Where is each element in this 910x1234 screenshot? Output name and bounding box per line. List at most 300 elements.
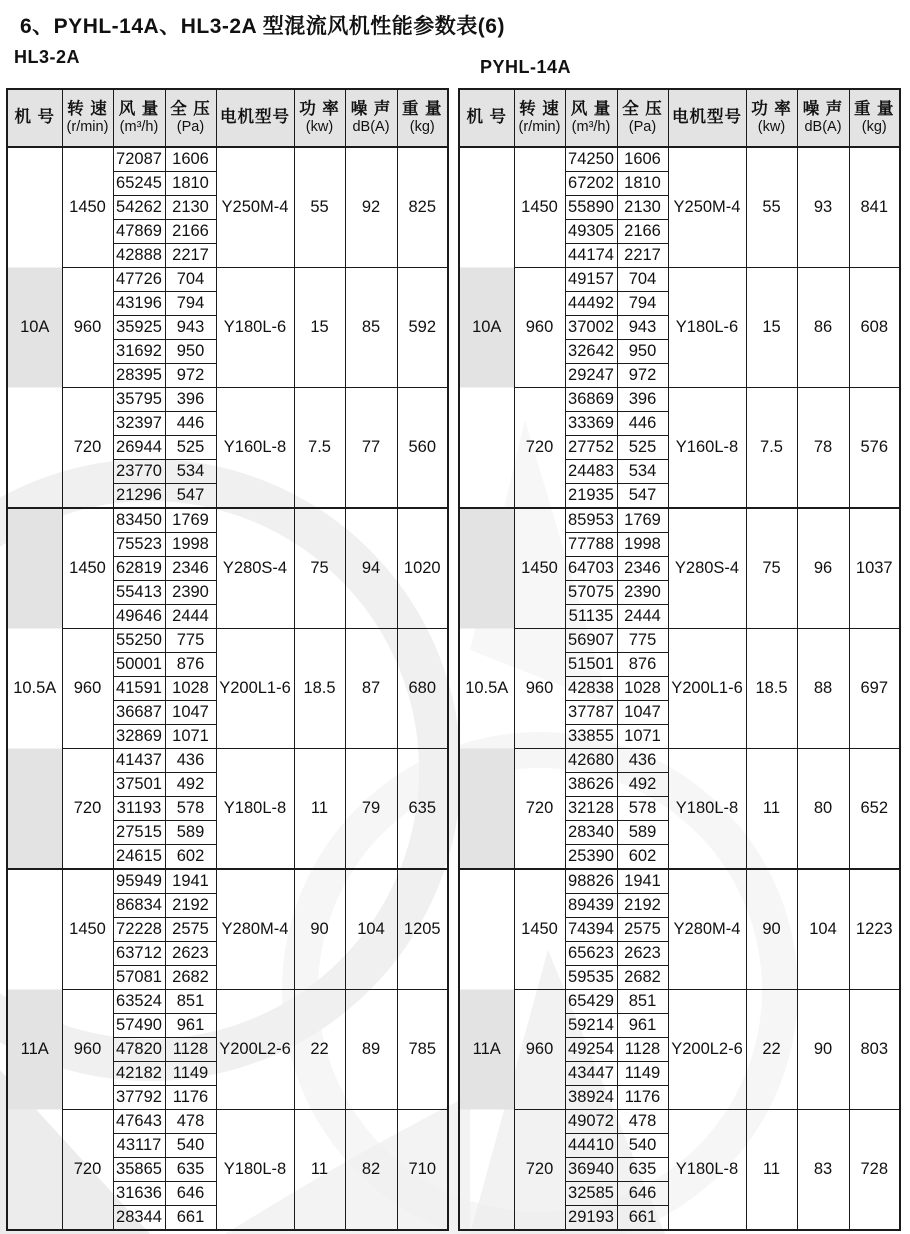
flow-cell: 55890	[565, 196, 617, 220]
header-line1: 重 量	[401, 99, 443, 118]
motor-cell: Y200L1-6	[668, 629, 746, 749]
pressure-cell: 1128	[617, 1038, 668, 1062]
flow-cell: 42680	[565, 749, 617, 773]
rpm-cell: 960	[62, 268, 113, 388]
flow-cell: 25390	[565, 845, 617, 870]
header-cell	[514, 89, 565, 147]
rpm-cell: 960	[514, 629, 565, 749]
header-line1: 机 号	[14, 108, 56, 127]
pressure-cell: 446	[165, 412, 216, 436]
header-cell	[294, 89, 345, 147]
pressure-cell: 2575	[165, 918, 216, 942]
size-cell: 11A	[459, 869, 514, 1230]
flow-cell: 47869	[113, 220, 165, 244]
power-cell: 11	[294, 1110, 345, 1231]
flow-cell: 42182	[113, 1062, 165, 1086]
table-label-pyhl-14a: PYHL-14A	[480, 57, 572, 77]
pressure-cell: 540	[165, 1134, 216, 1158]
rpm-cell: 720	[62, 1110, 113, 1231]
flow-cell: 24483	[565, 460, 617, 484]
motor-cell: Y280M-4	[216, 869, 294, 990]
flow-cell: 32585	[565, 1182, 617, 1206]
header-line1: 全 压	[170, 99, 211, 118]
noise-cell: 83	[797, 1110, 849, 1231]
header-line2: (kg)	[861, 119, 887, 136]
flow-cell: 24615	[113, 845, 165, 870]
header-cell	[565, 89, 617, 147]
noise-cell: 96	[797, 508, 849, 629]
pressure-cell: 2444	[617, 605, 668, 629]
flow-cell: 43117	[113, 1134, 165, 1158]
pressure-cell: 1810	[617, 172, 668, 196]
flow-cell: 59214	[565, 1014, 617, 1038]
header-line1: 电机型号	[220, 108, 290, 127]
noise-cell: 82	[345, 1110, 397, 1231]
motor-cell: Y160L-8	[216, 388, 294, 509]
pressure-cell: 1149	[165, 1062, 216, 1086]
pressure-cell: 2575	[617, 918, 668, 942]
header-cell	[345, 89, 397, 147]
pressure-cell: 478	[617, 1110, 668, 1134]
header-cell	[617, 89, 668, 147]
motor-cell: Y180L-8	[668, 749, 746, 870]
power-cell: 11	[746, 749, 797, 870]
flow-cell: 95949	[113, 869, 165, 894]
pressure-cell: 1128	[165, 1038, 216, 1062]
pressure-cell: 950	[617, 340, 668, 364]
pressure-cell: 547	[617, 484, 668, 509]
motor-cell: Y180L-8	[668, 1110, 746, 1231]
flow-cell: 29247	[565, 364, 617, 388]
power-cell: 90	[746, 869, 797, 990]
header-line2: (kw)	[305, 119, 334, 136]
noise-cell: 104	[345, 869, 397, 990]
pressure-cell: 396	[617, 388, 668, 412]
motor-cell: Y250M-4	[216, 147, 294, 268]
motor-cell: Y200L2-6	[216, 990, 294, 1110]
weight-cell: 728	[849, 1110, 900, 1231]
flow-cell: 33369	[565, 412, 617, 436]
size-cell: 10A	[7, 147, 62, 508]
header-line2: (Pa)	[628, 119, 657, 136]
flow-cell: 35865	[113, 1158, 165, 1182]
flow-cell: 32642	[565, 340, 617, 364]
flow-cell: 54262	[113, 196, 165, 220]
weight-cell: 560	[397, 388, 448, 509]
pressure-cell: 540	[617, 1134, 668, 1158]
flow-cell: 27515	[113, 821, 165, 845]
pressure-cell: 578	[165, 797, 216, 821]
motor-cell: Y180L-6	[668, 268, 746, 388]
pressure-cell: 851	[165, 990, 216, 1014]
spec-table	[458, 88, 901, 1231]
pressure-cell: 2623	[617, 942, 668, 966]
pressure-cell: 1071	[617, 725, 668, 749]
pressure-cell: 2390	[617, 581, 668, 605]
pressure-cell: 646	[617, 1182, 668, 1206]
pressure-cell: 1176	[165, 1086, 216, 1110]
flow-cell: 50001	[113, 653, 165, 677]
pressure-cell: 2444	[165, 605, 216, 629]
motor-cell: Y280S-4	[216, 508, 294, 629]
pressure-cell: 525	[617, 436, 668, 460]
header-line1: 重 量	[853, 99, 895, 118]
header-cell	[397, 89, 448, 147]
flow-cell: 49157	[565, 268, 617, 292]
noise-cell: 78	[797, 388, 849, 509]
pressure-cell: 1606	[617, 147, 668, 172]
flow-cell: 77788	[565, 533, 617, 557]
pressure-cell: 2346	[617, 557, 668, 581]
flow-cell: 32397	[113, 412, 165, 436]
weight-cell: 680	[397, 629, 448, 749]
pressure-cell: 961	[617, 1014, 668, 1038]
flow-cell: 55250	[113, 629, 165, 653]
flow-cell: 83450	[113, 508, 165, 533]
weight-cell: 1020	[397, 508, 448, 629]
header-line1: 噪 声	[802, 99, 844, 118]
noise-cell: 93	[797, 147, 849, 268]
pressure-cell: 446	[617, 412, 668, 436]
flow-cell: 74394	[565, 918, 617, 942]
rpm-cell: 720	[514, 1110, 565, 1231]
pressure-cell: 2682	[165, 966, 216, 990]
pressure-cell: 1176	[617, 1086, 668, 1110]
pressure-cell: 2130	[617, 196, 668, 220]
pressure-cell: 1071	[165, 725, 216, 749]
flow-cell: 86834	[113, 894, 165, 918]
flow-cell: 89439	[565, 894, 617, 918]
header-line1: 电机型号	[672, 108, 742, 127]
flow-cell: 35795	[113, 388, 165, 412]
flow-cell: 37002	[565, 316, 617, 340]
pressure-cell: 589	[617, 821, 668, 845]
pressure-cell: 396	[165, 388, 216, 412]
weight-cell: 841	[849, 147, 900, 268]
header-line1: 机 号	[466, 108, 508, 127]
flow-cell: 32128	[565, 797, 617, 821]
pressure-cell: 492	[617, 773, 668, 797]
header-cell	[668, 89, 746, 147]
weight-cell: 803	[849, 990, 900, 1110]
pressure-cell: 646	[165, 1182, 216, 1206]
flow-cell: 31636	[113, 1182, 165, 1206]
flow-cell: 36687	[113, 701, 165, 725]
motor-cell: Y250M-4	[668, 147, 746, 268]
flow-cell: 49305	[565, 220, 617, 244]
header-cell	[113, 89, 165, 147]
power-cell: 7.5	[746, 388, 797, 509]
pressure-cell: 950	[165, 340, 216, 364]
flow-cell: 64703	[565, 557, 617, 581]
pressure-cell: 525	[165, 436, 216, 460]
pressure-cell: 876	[617, 653, 668, 677]
power-cell: 15	[294, 268, 345, 388]
rpm-cell: 720	[514, 388, 565, 509]
weight-cell: 635	[397, 749, 448, 870]
header-line2: (r/min)	[66, 119, 109, 136]
pressure-cell: 436	[617, 749, 668, 773]
rpm-cell: 1450	[62, 508, 113, 629]
pressure-cell: 775	[617, 629, 668, 653]
header-line1: 转 速	[519, 99, 560, 118]
pressure-cell: 972	[617, 364, 668, 388]
flow-cell: 37787	[565, 701, 617, 725]
size-cell: 10.5A	[459, 508, 514, 869]
flow-cell: 51501	[565, 653, 617, 677]
pressure-cell: 492	[165, 773, 216, 797]
motor-cell: Y160L-8	[668, 388, 746, 509]
power-cell: 22	[294, 990, 345, 1110]
pressure-cell: 1769	[617, 508, 668, 533]
pressure-cell: 2217	[165, 244, 216, 268]
power-cell: 22	[746, 990, 797, 1110]
weight-cell: 785	[397, 990, 448, 1110]
flow-cell: 49254	[565, 1038, 617, 1062]
flow-cell: 41437	[113, 749, 165, 773]
flow-cell: 44492	[565, 292, 617, 316]
header-line2: dB(A)	[804, 119, 842, 136]
size-cell: 10A	[459, 147, 514, 508]
pressure-cell: 794	[165, 292, 216, 316]
pressure-cell: 1998	[165, 533, 216, 557]
pressure-cell: 2346	[165, 557, 216, 581]
weight-cell: 576	[849, 388, 900, 509]
flow-cell: 21935	[565, 484, 617, 509]
flow-cell: 44174	[565, 244, 617, 268]
flow-cell: 38626	[565, 773, 617, 797]
noise-cell: 92	[345, 147, 397, 268]
flow-cell: 57075	[565, 581, 617, 605]
motor-cell: Y200L2-6	[668, 990, 746, 1110]
flow-cell: 29193	[565, 1206, 617, 1231]
pressure-cell: 876	[165, 653, 216, 677]
flow-cell: 36940	[565, 1158, 617, 1182]
page-title: 6、PYHL-14A、HL3-2A 型混流风机性能参数表(6)	[20, 15, 505, 38]
power-cell: 11	[294, 749, 345, 870]
weight-cell: 710	[397, 1110, 448, 1231]
flow-cell: 85953	[565, 508, 617, 533]
flow-cell: 33855	[565, 725, 617, 749]
flow-cell: 31193	[113, 797, 165, 821]
table-container-hl3-2a	[6, 88, 449, 1231]
header-line1: 转 速	[67, 99, 108, 118]
weight-cell: 1205	[397, 869, 448, 990]
pressure-cell: 972	[165, 364, 216, 388]
pressure-cell: 602	[617, 845, 668, 870]
flow-cell: 72228	[113, 918, 165, 942]
header-cell	[62, 89, 113, 147]
header-cell	[7, 89, 62, 147]
pressure-cell: 704	[165, 268, 216, 292]
flow-cell: 98826	[565, 869, 617, 894]
pressure-cell: 2682	[617, 966, 668, 990]
noise-cell: 86	[797, 268, 849, 388]
noise-cell: 87	[345, 629, 397, 749]
noise-cell: 88	[797, 629, 849, 749]
weight-cell: 652	[849, 749, 900, 870]
flow-cell: 37501	[113, 773, 165, 797]
pressure-cell: 1047	[617, 701, 668, 725]
noise-cell: 85	[345, 268, 397, 388]
power-cell: 11	[746, 1110, 797, 1231]
pressure-cell: 578	[617, 797, 668, 821]
header-line1: 风 量	[570, 99, 612, 118]
noise-cell: 104	[797, 869, 849, 990]
flow-cell: 28344	[113, 1206, 165, 1231]
flow-cell: 21296	[113, 484, 165, 509]
pressure-cell: 589	[165, 821, 216, 845]
flow-cell: 51135	[565, 605, 617, 629]
pressure-cell: 661	[617, 1206, 668, 1231]
rpm-cell: 960	[62, 629, 113, 749]
flow-cell: 32869	[113, 725, 165, 749]
noise-cell: 90	[797, 990, 849, 1110]
pressure-cell: 602	[165, 845, 216, 870]
flow-cell: 28340	[565, 821, 617, 845]
noise-cell: 89	[345, 990, 397, 1110]
flow-cell: 59535	[565, 966, 617, 990]
power-cell: 15	[746, 268, 797, 388]
flow-cell: 35925	[113, 316, 165, 340]
header-line2: (Pa)	[176, 119, 205, 136]
pressure-cell: 661	[165, 1206, 216, 1231]
rpm-cell: 1450	[514, 869, 565, 990]
pressure-cell: 794	[617, 292, 668, 316]
pressure-cell: 534	[617, 460, 668, 484]
pressure-cell: 547	[165, 484, 216, 509]
pressure-cell: 534	[165, 460, 216, 484]
flow-cell: 43447	[565, 1062, 617, 1086]
weight-cell: 1037	[849, 508, 900, 629]
flow-cell: 27752	[565, 436, 617, 460]
noise-cell: 79	[345, 749, 397, 870]
motor-cell: Y280M-4	[668, 869, 746, 990]
pressure-cell: 1149	[617, 1062, 668, 1086]
rpm-cell: 1450	[514, 508, 565, 629]
power-cell: 18.5	[746, 629, 797, 749]
weight-cell: 608	[849, 268, 900, 388]
power-cell: 18.5	[294, 629, 345, 749]
header-line1: 功 率	[751, 99, 792, 118]
flow-cell: 65429	[565, 990, 617, 1014]
pressure-cell: 1047	[165, 701, 216, 725]
header-cell	[746, 89, 797, 147]
power-cell: 75	[294, 508, 345, 629]
header-line2: (kg)	[409, 119, 435, 136]
table-label-hl3-2a: HL3-2A	[14, 47, 81, 67]
pressure-cell: 1028	[165, 677, 216, 701]
pressure-cell: 635	[617, 1158, 668, 1182]
power-cell: 55	[294, 147, 345, 268]
flow-cell: 41591	[113, 677, 165, 701]
flow-cell: 57081	[113, 966, 165, 990]
noise-cell: 77	[345, 388, 397, 509]
flow-cell: 36869	[565, 388, 617, 412]
pressure-cell: 2192	[165, 894, 216, 918]
header-line1: 功 率	[299, 99, 340, 118]
pressure-cell: 2166	[165, 220, 216, 244]
header-line2: dB(A)	[352, 119, 390, 136]
pressure-cell: 943	[165, 316, 216, 340]
flow-cell: 49646	[113, 605, 165, 629]
pressure-cell: 1606	[165, 147, 216, 172]
weight-cell: 697	[849, 629, 900, 749]
power-cell: 55	[746, 147, 797, 268]
flow-cell: 75523	[113, 533, 165, 557]
header-line1: 全 压	[622, 99, 663, 118]
pressure-cell: 1998	[617, 533, 668, 557]
size-cell: 10.5A	[7, 508, 62, 869]
pressure-cell: 2390	[165, 581, 216, 605]
flow-cell: 57490	[113, 1014, 165, 1038]
noise-cell: 94	[345, 508, 397, 629]
flow-cell: 44410	[565, 1134, 617, 1158]
motor-cell: Y180L-8	[216, 749, 294, 870]
flow-cell: 23770	[113, 460, 165, 484]
flow-cell: 28395	[113, 364, 165, 388]
rpm-cell: 1450	[514, 147, 565, 268]
motor-cell: Y180L-8	[216, 1110, 294, 1231]
header-cell	[797, 89, 849, 147]
flow-cell: 26944	[113, 436, 165, 460]
pressure-cell: 961	[165, 1014, 216, 1038]
rpm-cell: 960	[62, 990, 113, 1110]
power-cell: 7.5	[294, 388, 345, 509]
rpm-cell: 960	[514, 268, 565, 388]
flow-cell: 42838	[565, 677, 617, 701]
header-line2: (r/min)	[518, 119, 561, 136]
flow-cell: 55413	[113, 581, 165, 605]
pressure-cell: 635	[165, 1158, 216, 1182]
flow-cell: 72087	[113, 147, 165, 172]
weight-cell: 1223	[849, 869, 900, 990]
flow-cell: 62819	[113, 557, 165, 581]
pressure-cell: 775	[165, 629, 216, 653]
rpm-cell: 1450	[62, 147, 113, 268]
flow-cell: 63712	[113, 942, 165, 966]
pressure-cell: 1810	[165, 172, 216, 196]
flow-cell: 49072	[565, 1110, 617, 1134]
flow-cell: 63524	[113, 990, 165, 1014]
flow-cell: 43196	[113, 292, 165, 316]
flow-cell: 38924	[565, 1086, 617, 1110]
table-container-pyhl-14a	[458, 88, 901, 1231]
rpm-cell: 720	[62, 388, 113, 509]
pressure-cell: 851	[617, 990, 668, 1014]
header-line1: 噪 声	[350, 99, 392, 118]
flow-cell: 74250	[565, 147, 617, 172]
pressure-cell: 2217	[617, 244, 668, 268]
header-line2: (m³/h)	[119, 119, 159, 136]
rpm-cell: 720	[62, 749, 113, 870]
flow-cell: 31692	[113, 340, 165, 364]
header-cell	[165, 89, 216, 147]
flow-cell: 42888	[113, 244, 165, 268]
noise-cell: 80	[797, 749, 849, 870]
flow-cell: 65623	[565, 942, 617, 966]
pressure-cell: 943	[617, 316, 668, 340]
rpm-cell: 720	[514, 749, 565, 870]
motor-cell: Y280S-4	[668, 508, 746, 629]
header-cell	[459, 89, 514, 147]
pressure-cell: 2130	[165, 196, 216, 220]
pressure-cell: 2166	[617, 220, 668, 244]
header-cell	[849, 89, 900, 147]
pressure-cell: 1028	[617, 677, 668, 701]
flow-cell: 47820	[113, 1038, 165, 1062]
weight-cell: 825	[397, 147, 448, 268]
